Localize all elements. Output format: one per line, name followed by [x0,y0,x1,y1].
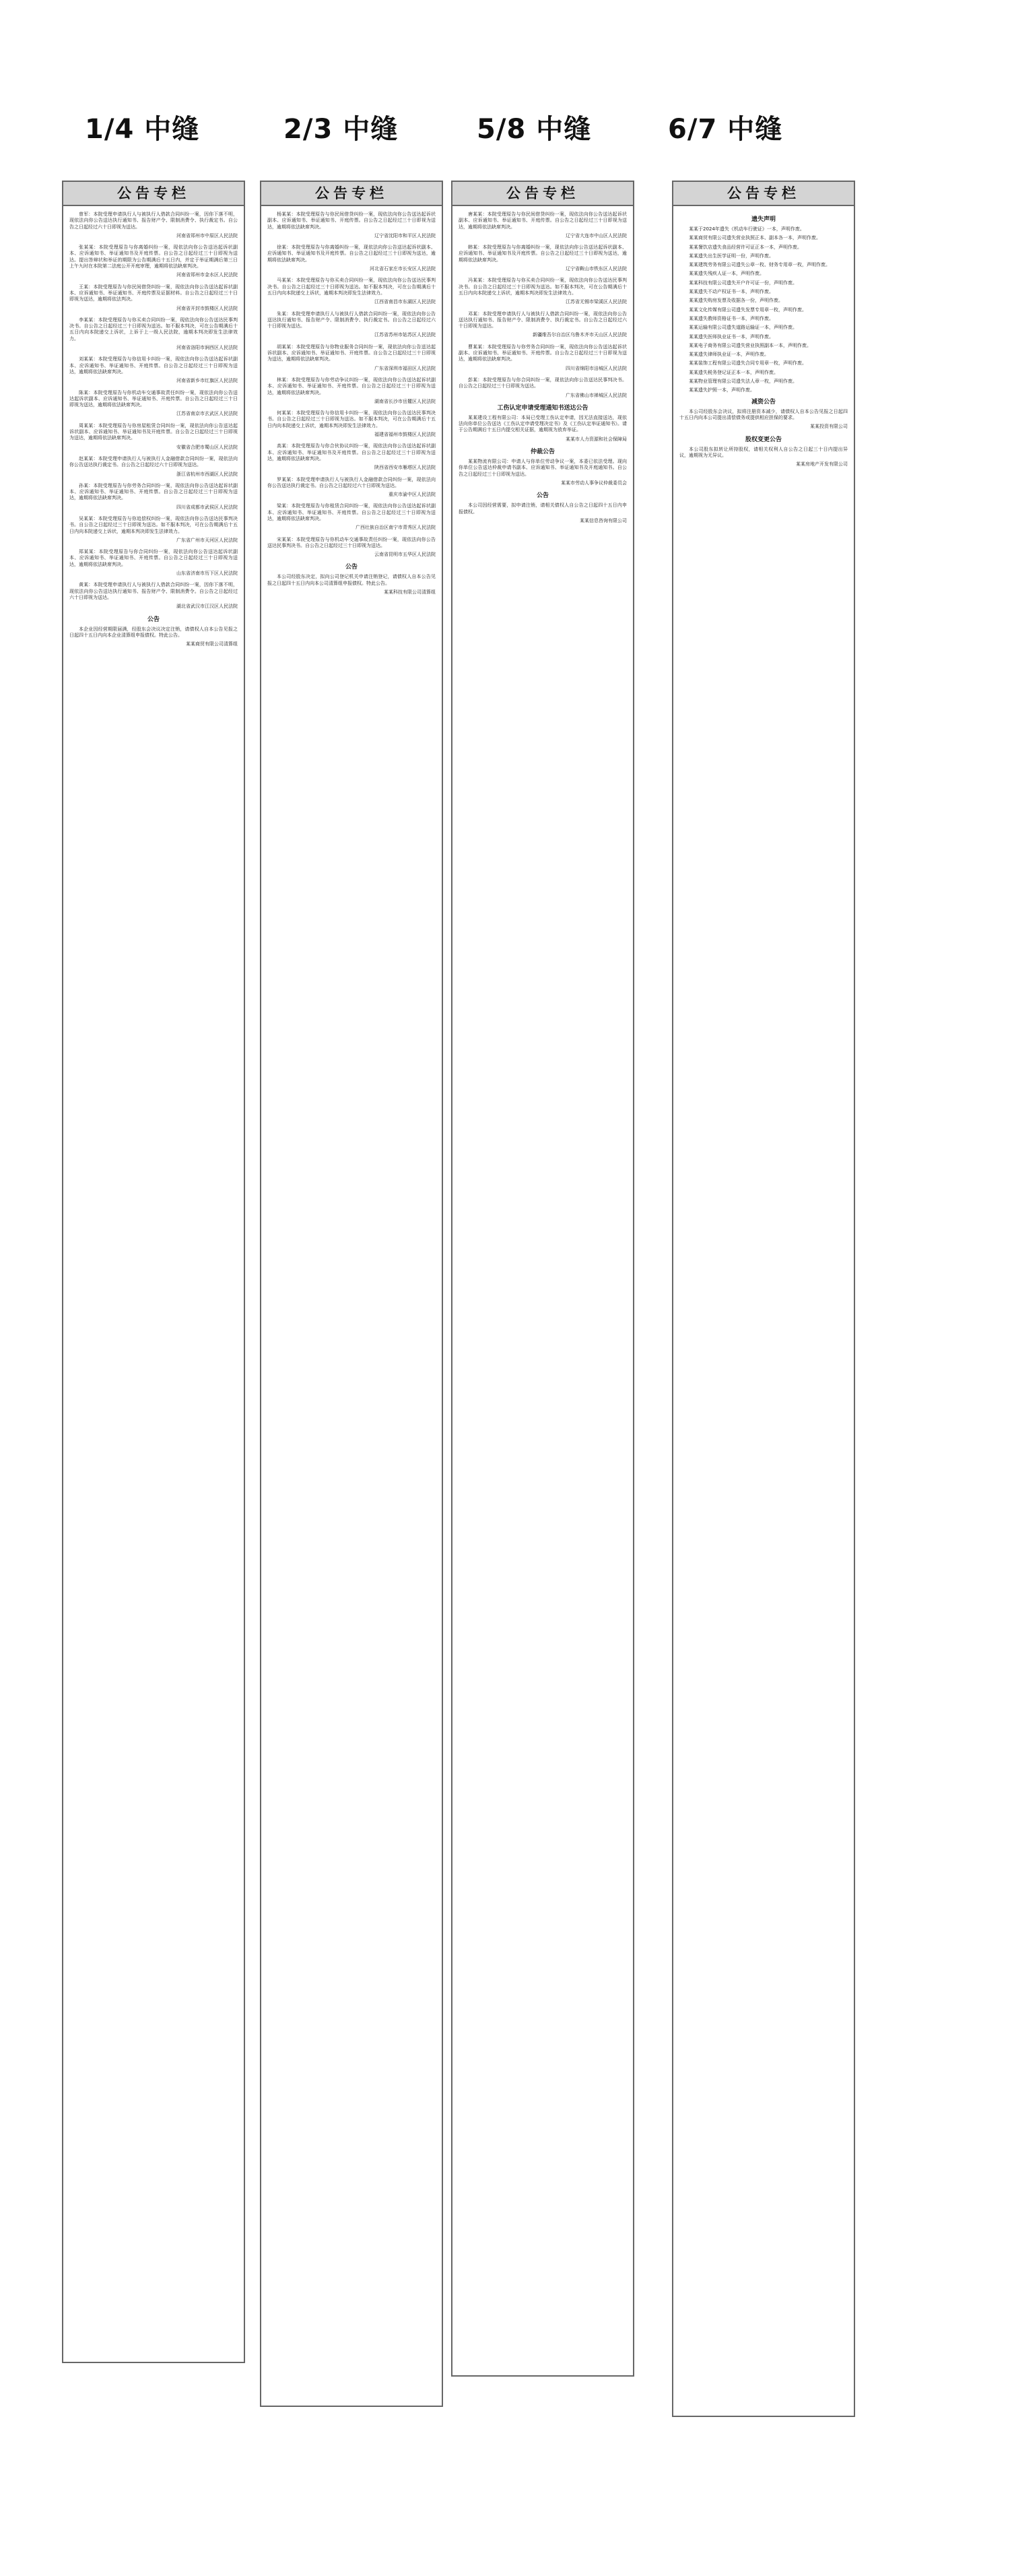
notice-issuer: 某某科技有限公司清算组 [384,589,436,595]
notice-paragraph: 某某物业管理有限公司遗失法人章一枚，声明作废。 [689,379,797,385]
notice-paragraph: 何某某：本院受理原告与你信用卡纠纷一案，现依法向你公告送达民事判决书。自公告之日起经过三十日即视为送达。如不服本判决，可在公告期满后十五日内向本院递交上诉状，逾期本判决即发生法律效力。 [267,410,436,428]
notice-paragraph: 某某遗失教师资格证书一本，声明作废。 [689,315,774,321]
column-title-1: 1/4 中缝 [85,114,200,145]
section-heading: 工伤认定申请受理通知书送达公告 [497,404,588,412]
notice-issuer: 安徽省合肥市蜀山区人民法院 [176,444,238,450]
column-header: 公告专栏 [673,182,854,206]
notice-paragraph: 本企业因经营期限届满，经股东会决议决定注销，请债权人自本公告见报之日起四十五日内向本企业清算组申报债权。特此公告。 [69,626,238,638]
notice-paragraph: 某某于2024年遗失《机动车行驶证》一本，声明作废。 [689,226,805,232]
notice-paragraph: 马某某：本院受理原告与你买卖合同纠纷一案，现依法向你公告送达民事判决书。自公告之日起经过三十日即视为送达。如不服本判决，可在公告期满后十五日内向本院递交上诉状，逾期本判决即发生法律效力。 [267,278,436,296]
notice-issuer: 江苏省苏州市姑苏区人民法院 [374,332,436,338]
notice-paragraph: 本公司经股东决定，拟向公司登记机关申请注销登记，请债权人自本公告见报之日起四十五日内向本公司清算组申报债权。特此公告。 [267,574,436,586]
notice-paragraph: 梁某：本院受理原告与你租赁合同纠纷一案，现依法向你公告送达起诉状副本、应诉通知书、举证通知书、开庭传票。自公告之日起经过三十日即视为送达，逾期将依法缺席判决。 [267,503,436,521]
column-title-3: 5/8 中缝 [477,114,592,145]
notice-issuer: 河南省郑州市中原区人民法院 [176,232,238,238]
notice-column-4 [672,181,855,2417]
notice-paragraph: 李某某：本院受理原告与你买卖合同纠纷一案，现依法向你公告送达民事判决书。自公告之日起经过三十日即视为送达。如不服本判决，可在公告期满后十五日内向本院递交上诉状，上诉于上一级人民法院，逾期本判决即发生法律效力。 [69,317,238,342]
notice-paragraph: 本公司经股东会决议，拟将注册资本减少，请债权人自本公告见报之日起四十五日内向本公司提出清偿债务或提供相应担保的要求。 [679,408,848,420]
notice-issuer: 云南省昆明市五华区人民法院 [374,552,436,558]
notice-issuer: 江西省南昌市东湖区人民法院 [374,299,436,305]
notice-issuer: 江苏省无锡市梁溪区人民法院 [566,299,627,305]
section-heading: 仲裁公告 [530,449,555,456]
notice-paragraph: 刘某某：本院受理原告与你信用卡纠纷一案，现依法向你公告送达起诉状副本、应诉通知书、举证通知书、开庭传票。自公告之日起经过三十日即视为送达，逾期将依法缺席判决。 [69,356,238,375]
notice-issuer: 江苏省南京市玄武区人民法院 [176,411,238,417]
notice-paragraph: 张某某：本院受理原告与你离婚纠纷一案，现依法向你公告送达起诉状副本、应诉通知书、举证通知书及开庭传票。自公告之日起经过三十日即视为送达。提出答辩状和举证的期限为公告期满后十五日内，并定于举证期满后第三日上午九时在本院第二法庭公开开庭审理，逾期将依法缺席判决。 [69,245,238,269]
notice-paragraph: 某某遗失护照一本，声明作废。 [689,387,755,393]
notice-paragraph: 郑某某：本院受理原告与你合同纠纷一案，现依法向你公告送达起诉状副本、应诉通知书、举证通知书、开庭传票。自公告之日起经过三十日即视为送达，逾期将依法缺席判决。 [69,549,238,567]
notice-issuer: 四川省成都市武侯区人民法院 [176,504,238,510]
notice-paragraph: 唐某某：本院受理原告与你民间借贷纠纷一案，现依法向你公告送达起诉状副本、应诉通知书、举证通知书、开庭传票。自公告之日起经过三十日即视为送达，逾期将依法缺席判决。 [459,212,627,230]
notice-paragraph: 孙某：本院受理原告与你劳务合同纠纷一案，现依法向你公告送达起诉状副本、应诉通知书、举证通知书、开庭传票。自公告之日起经过三十日即视为送达，逾期将依法缺席判决。 [69,482,238,501]
notice-issuer: 河南省开封市鼓楼区人民法院 [176,305,238,311]
notice-issuer: 广东省佛山市禅城区人民法院 [566,392,627,398]
notice-paragraph: 胡某某：本院受理原告与你物业服务合同纠纷一案，现依法向你公告送达起诉状副本、应诉通知书、举证通知书、开庭传票。自公告之日起经过三十日即视为送达，逾期将依法缺席判决。 [267,344,436,362]
notice-paragraph: 某某装饰工程有限公司遗失合同专用章一枚，声明作废。 [689,360,807,366]
column-title-4: 6/7 中缝 [668,114,783,145]
notice-column-2 [260,181,443,2407]
notice-issuer: 河北省石家庄市长安区人民法院 [370,266,436,272]
notice-issuer: 重庆市渝中区人民法院 [389,492,436,498]
notice-issuer: 辽宁省沈阳市和平区人民法院 [374,232,436,238]
column-body [63,206,244,2364]
notice-paragraph: 某某物流有限公司：申请人与你单位劳动争议一案，本委已依法受理。现向你单位公告送达仲裁申请书副本、应诉通知书、举证通知书及开庭通知书。自公告之日起经过三十日即视为送达。 [459,459,627,477]
section-heading: 遗失声明 [751,216,776,223]
notice-issuer: 某某信息咨询有限公司 [580,517,627,523]
notice-paragraph: 黄某：本院受理申请执行人与被执行人借款合同纠纷一案，因你下落不明，现依法向你公告送达执行通知书、报告财产令、限制消费令。自公告之日起经过六十日即视为送达。 [69,582,238,600]
notice-paragraph: 韩某：本院受理原告与你离婚纠纷一案，现依法向你公告送达起诉状副本、应诉通知书、举证通知书及开庭传票。自公告之日起经过三十日即视为送达，逾期将依法缺席判决。 [459,245,627,263]
column-body [452,206,633,2378]
notice-issuer: 某某市人力资源和社会保障局 [566,436,627,442]
notice-paragraph: 冯某某：本院受理原告与你买卖合同纠纷一案，现依法向你公告送达民事判决书。自公告之日起经过三十日即视为送达。如不服本判决，可在公告期满后十五日内向本院递交上诉状，逾期本判决即发生法律效力。 [459,278,627,296]
notice-issuer: 辽宁省鞍山市铁东区人民法院 [566,266,627,272]
notice-issuer: 某某市劳动人事争议仲裁委员会 [561,480,627,486]
column-title-2: 2/3 中缝 [283,114,399,145]
notice-paragraph: 某某遗失医师执业证书一本，声明作废。 [689,333,774,340]
notice-paragraph: 宋某某：本院受理原告与你机动车交通事故责任纠纷一案，现依法向你公告送达民事判决书。自公告之日起经过三十日即视为送达。 [267,536,436,548]
notice-issuer: 四川省绵阳市涪城区人民法院 [566,365,627,371]
column-body [673,206,854,2418]
notice-issuer: 广东省深圳市福田区人民法院 [374,365,436,371]
notice-paragraph: 某某建设工程有限公司：本局已受理工伤认定申请，因无法直接送达，现依法向你单位公告送达《工伤认定申请受理决定书》及《工伤认定举证通知书》。请于公告期满后十五日内提交相关证据，逾期视为放弃举证。 [459,414,627,433]
notice-paragraph: 某某遗失出生医学证明一份，声明作废。 [689,253,774,259]
notice-paragraph: 周某某：本院受理原告与你房屋租赁合同纠纷一案，现依法向你公告送达起诉状副本、应诉通知书、举证通知书及开庭传票。自公告之日起经过三十日即视为送达，逾期将依法缺席判决。 [69,422,238,441]
notice-issuer: 广西壮族自治区南宁市青秀区人民法院 [356,525,436,531]
notice-paragraph: 本公司因经营需要，拟申请注销，请相关债权人自公告之日起四十五日内申报债权。 [459,503,627,515]
notice-paragraph: 王某：本院受理原告与你民间借贷纠纷一案，现依法向你公告送达起诉状副本、应诉通知书、举证通知书、开庭传票及证据材料。自公告之日起经过三十日即视为送达，逾期将依法判决。 [69,284,238,302]
notice-paragraph: 某某建筑劳务有限公司遗失公章一枚、财务专用章一枚，声明作废。 [689,262,830,268]
notice-paragraph: 曾军：本院受理申请执行人与被执行人借款合同纠纷一案，因你下落不明，现依法向你公告送达执行通知书、报告财产令、限制消费令、执行裁定书。自公告之日起经过六十日即视为送达。 [69,212,238,230]
notice-paragraph: 曹某某：本院受理原告与你劳务合同纠纷一案，现依法向你公告送达起诉状副本、应诉通知书、举证通知书、开庭传票。自公告之日起经过三十日即视为送达，逾期将依法缺席判决。 [459,344,627,362]
notice-issuer: 湖北省武汉市江汉区人民法院 [176,604,238,610]
notice-paragraph: 某某遗失残疾人证一本，声明作废。 [689,271,764,277]
section-heading: 公告 [345,564,358,571]
notice-paragraph: 某某餐饮店遗失食品经营许可证正本一本，声明作废。 [689,244,802,250]
column-header: 公告专栏 [452,182,633,206]
notice-column-1 [62,181,245,2363]
notice-issuer: 河南省洛阳市涧西区人民法院 [176,345,238,351]
notice-paragraph: 某某遗失不动产权证书一本，声明作废。 [689,289,774,295]
notice-issuer: 新疆维吾尔自治区乌鲁木齐市天山区人民法院 [533,332,627,338]
notice-issuer: 福建省福州市鼓楼区人民法院 [374,432,436,438]
notice-paragraph: 某某科技有限公司遗失开户许可证一份，声明作废。 [689,280,797,286]
section-heading: 股权变更公告 [745,436,782,443]
column-header: 公告专栏 [63,182,244,206]
notice-paragraph: 杨某某：本院受理原告与你民间借贷纠纷一案，现依法向你公告送达起诉状副本、应诉通知书、举证通知书、开庭传票。自公告之日起经过三十日即视为送达，逾期将依法缺席判决。 [267,212,436,230]
notice-paragraph: 罗某某：本院受理申请执行人与被执行人金融借款合同纠纷一案，现依法向你公告送达执行裁定书。自公告之日起经过六十日即视为送达。 [267,476,436,488]
notice-paragraph: 某某遗失购房发票及收据各一份，声明作废。 [689,298,783,304]
notice-issuer: 山东省济南市历下区人民法院 [176,571,238,577]
column-header: 公告专栏 [261,182,442,206]
column-body [261,206,442,2408]
notice-issuer: 陕西省西安市雁塔区人民法院 [374,465,436,471]
notice-paragraph: 林某：本院受理原告与你劳动争议纠纷一案，现依法向你公告送达起诉状副本、应诉通知书、举证通知书、开庭传票。自公告之日起经过三十日即视为送达，逾期将依法缺席判决。 [267,377,436,395]
notice-paragraph: 赵某某：本院受理申请执行人与被执行人金融借款合同纠纷一案，现依法向你公告送达执行裁定书。自公告之日起经过六十日即视为送达。 [69,455,238,468]
notice-issuer: 辽宁省大连市中山区人民法院 [566,232,627,238]
section-heading: 公告 [536,492,549,500]
notice-paragraph: 某某电子商务有限公司遗失营业执照副本一本，声明作废。 [689,342,811,348]
notice-paragraph: 吴某某：本院受理原告与你追偿权纠纷一案，现依法向你公告送达民事判决书。自公告之日起经过三十日即视为送达。如不服本判决，可在公告期满后十五日内向本院递交上诉状，逾期本判决即发生法律效力。 [69,515,238,534]
notice-issuer: 某某房地产开发有限公司 [796,461,848,468]
notice-paragraph: 朱某：本院受理申请执行人与被执行人借款合同纠纷一案，现依法向你公告送达执行通知书、报告财产令、限制消费令、执行裁定书。自公告之日起经过六十日即视为送达。 [267,311,436,329]
section-heading: 公告 [147,616,160,623]
notice-column-3 [451,181,634,2377]
notice-issuer: 某某商贸有限公司清算组 [186,641,238,647]
notice-issuer: 湖南省长沙市岳麓区人民法院 [374,398,436,404]
notice-paragraph: 彭某：本院受理原告与你合同纠纷一案，现依法向你公告送达民事判决书。自公告之日起经过三十日即视为送达。 [459,377,627,389]
notice-paragraph: 某某遗失税务登记证正本一本，声明作废。 [689,369,778,375]
notice-paragraph: 某某商贸有限公司遗失营业执照正本、副本各一本，声明作废。 [689,235,821,241]
notice-paragraph: 某某运输有限公司遗失道路运输证一本，声明作废。 [689,325,797,331]
notice-paragraph: 某某文化传媒有限公司遗失发票专用章一枚，声明作废。 [689,307,807,313]
notice-paragraph: 本公司股东拟转让所持股权，请相关权利人自公告之日起三十日内提出异议，逾期视为无异议。 [679,446,848,458]
notice-issuer: 广东省广州市天河区人民法院 [176,537,238,543]
notice-paragraph: 陈某：本院受理原告与你机动车交通事故责任纠纷一案，现依法向你公告送达起诉状副本、应诉通知书、举证通知书、开庭传票。自公告之日起经过三十日即视为送达，逾期将依法缺席判决。 [69,389,238,408]
notice-issuer: 某某投资有限公司 [810,424,848,430]
notice-paragraph: 某某遗失律师执业证一本，声明作废。 [689,352,769,358]
notice-issuer: 河南省新乡市红旗区人民法院 [176,378,238,384]
notice-issuer: 河南省郑州市金水区人民法院 [176,272,238,278]
section-heading: 减资公告 [751,398,776,406]
notice-paragraph: 徐某：本院受理原告与你离婚纠纷一案，现依法向你公告送达起诉状副本、应诉通知书、举证通知书及开庭传票。自公告之日起经过三十日即视为送达，逾期将依法缺席判决。 [267,245,436,263]
notice-paragraph: 邓某：本院受理申请执行人与被执行人借款合同纠纷一案，现依法向你公告送达执行通知书、报告财产令、限制消费令、执行裁定书。自公告之日起经过六十日即视为送达。 [459,311,627,329]
notice-paragraph: 高某：本院受理原告与你合伙协议纠纷一案，现依法向你公告送达起诉状副本、应诉通知书、举证通知书及开庭传票。自公告之日起经过三十日即视为送达，逾期将依法缺席判决。 [267,443,436,461]
notice-issuer: 浙江省杭州市西湖区人民法院 [176,471,238,477]
